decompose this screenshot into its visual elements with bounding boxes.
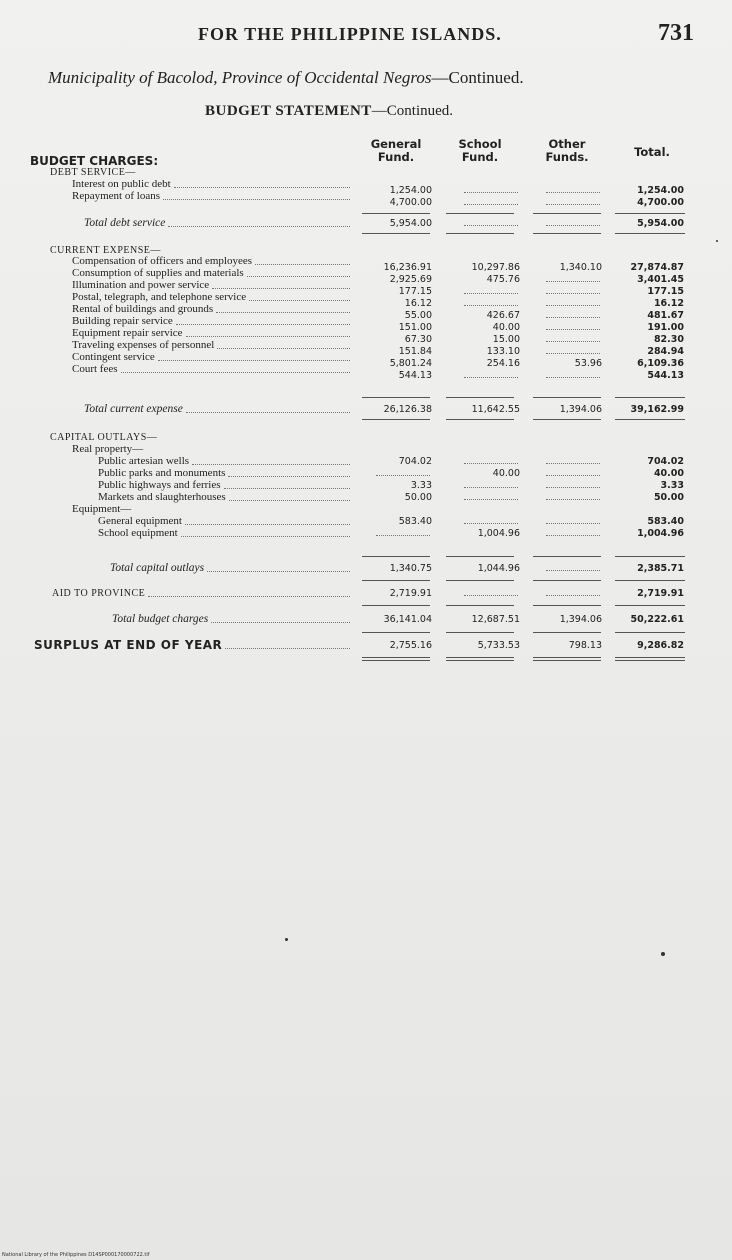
line-item <box>0 516 732 527</box>
empty-cell-leader <box>376 535 430 536</box>
running-head <box>0 22 732 52</box>
general-fund-cell: 2,719.91 <box>389 588 432 599</box>
table-rule <box>615 213 685 214</box>
total-cell: 3,401.45 <box>637 274 684 285</box>
row-label: Equipment repair service <box>72 327 183 339</box>
leader-dots <box>228 476 350 477</box>
empty-cell-leader <box>464 463 518 464</box>
leader-dots <box>249 300 350 301</box>
general-fund-cell: 177.15 <box>398 286 432 297</box>
empty-cell-leader <box>546 204 600 205</box>
column-header-line: General <box>370 137 422 151</box>
table-rule <box>362 580 430 581</box>
leader-dots <box>211 622 350 623</box>
line-item <box>0 528 732 539</box>
scan-footer: National Library of the Philippines D14SP000170000722.tif <box>2 1252 150 1258</box>
leader-dots <box>148 596 350 597</box>
column-header-line: Other <box>548 137 586 151</box>
leader-dots <box>207 571 350 572</box>
row-label: Traveling expenses of personnel <box>72 339 215 351</box>
total-cell: 583.40 <box>647 516 684 527</box>
line-item <box>0 456 732 467</box>
scan-speck <box>716 240 718 242</box>
empty-cell-leader <box>464 377 518 378</box>
row-label: Repayment of loans <box>72 190 160 202</box>
general-fund-cell: 5,801.24 <box>389 358 432 369</box>
leader-dots <box>224 488 350 489</box>
general-fund-cell: 2,755.16 <box>389 640 432 651</box>
row-label: Building repair service <box>72 315 173 327</box>
general-fund-cell: 16,236.91 <box>383 262 432 273</box>
leader-dots <box>255 264 350 265</box>
table-rule <box>446 419 514 420</box>
empty-cell-leader <box>546 570 600 571</box>
subsection-heading <box>0 444 732 455</box>
row-label: Public artesian wells <box>98 455 190 467</box>
table-rule <box>446 397 514 398</box>
row-label: Illumination and power service <box>72 279 210 291</box>
total-cell: 40.00 <box>653 468 684 479</box>
leader-dots <box>229 500 350 501</box>
row-label: Public highways and ferries <box>98 479 221 491</box>
row-label: Contingent service <box>72 351 155 363</box>
total-cell: 177.15 <box>647 286 684 297</box>
table-rule <box>362 397 430 398</box>
row-label: Rental of buildings and grounds <box>72 303 214 315</box>
total-cell: 4,700.00 <box>637 197 684 208</box>
school-fund-cell: 11,642.55 <box>471 404 520 415</box>
table-double-rule <box>615 657 685 661</box>
general-fund-cell: 544.13 <box>398 370 432 381</box>
empty-cell-leader <box>464 204 518 205</box>
column-header-line: Total. <box>634 145 670 159</box>
empty-cell-leader <box>546 595 600 596</box>
table-double-rule <box>362 657 430 661</box>
municipality-continued: —Continued. <box>431 68 524 87</box>
total-cell: 16.12 <box>653 298 684 309</box>
subtotal-row <box>0 218 732 229</box>
row-label: DEBT SERVICE— <box>50 167 136 178</box>
row-label: Postal, telegraph, and telephone service <box>72 291 247 303</box>
table-rule <box>615 632 685 633</box>
line-item <box>0 468 732 479</box>
table-rule <box>533 632 601 633</box>
empty-cell-leader <box>546 487 600 488</box>
other-funds-cell: 798.13 <box>568 640 602 651</box>
row-label: Interest on public debt <box>72 178 171 190</box>
general-fund-cell: 704.02 <box>398 456 432 467</box>
empty-cell-leader <box>376 475 430 476</box>
total-cell: 191.00 <box>647 322 684 333</box>
empty-cell-leader <box>546 225 600 226</box>
table-rule <box>615 556 685 557</box>
row-label: Public parks and monuments <box>98 467 226 479</box>
empty-cell-leader <box>546 523 600 524</box>
general-fund-cell: 55.00 <box>404 310 432 321</box>
school-fund-cell: 1,044.96 <box>477 563 520 574</box>
table-rule <box>533 605 601 606</box>
leader-dots <box>212 288 350 289</box>
table-rule <box>446 556 514 557</box>
school-fund-cell: 254.16 <box>486 358 520 369</box>
budget-charges-heading <box>0 156 732 167</box>
leader-dots <box>176 324 350 325</box>
total-cell: 39,162.99 <box>630 404 684 415</box>
school-fund-cell: 40.00 <box>492 322 520 333</box>
table-rule <box>362 632 430 633</box>
table-rule <box>533 419 601 420</box>
table-rule <box>533 556 601 557</box>
subtotal-row <box>0 404 732 415</box>
row-label: Compensation of officers and employees <box>72 255 253 267</box>
school-fund-cell: 475.76 <box>486 274 520 285</box>
subtotal-row <box>0 563 732 574</box>
row-label: School equipment <box>98 527 178 539</box>
row-label: General equipment <box>98 515 182 527</box>
general-fund-cell: 1,254.00 <box>389 185 432 196</box>
table-rule <box>615 233 685 234</box>
line-item <box>0 480 732 491</box>
total-cell: 82.30 <box>653 334 684 345</box>
table-rule <box>615 397 685 398</box>
leader-dots <box>163 199 350 200</box>
row-label: Total debt service <box>84 217 166 229</box>
leader-dots <box>216 312 350 313</box>
table-rule <box>446 580 514 581</box>
table-rule <box>615 580 685 581</box>
empty-cell-leader <box>546 499 600 500</box>
column-header-line: Fund. <box>461 150 499 164</box>
total-cell: 50.00 <box>653 492 684 503</box>
leader-dots <box>186 412 350 413</box>
table-rule <box>362 556 430 557</box>
other-funds-cell: 53.96 <box>574 358 602 369</box>
row-label: Equipment— <box>72 503 132 515</box>
row-label: CAPITAL OUTLAYS— <box>50 432 158 443</box>
statement-title <box>205 103 453 120</box>
empty-cell-leader <box>464 499 518 500</box>
page-number: 731 <box>658 20 694 46</box>
empty-cell-leader <box>464 595 518 596</box>
table-rule <box>446 233 514 234</box>
column-header-line: School <box>458 137 502 151</box>
general-fund-cell: 16.12 <box>404 298 432 309</box>
scan-speck <box>285 938 288 941</box>
total-budget-charges-row <box>0 614 732 625</box>
row-label: Markets and slaughterhouses <box>98 491 226 503</box>
school-fund-cell: 40.00 <box>492 468 520 479</box>
total-cell: 1,004.96 <box>637 528 684 539</box>
row-label: Total current expense <box>84 403 183 415</box>
section-heading <box>0 167 732 178</box>
leader-dots <box>225 648 350 649</box>
school-fund-cell: 5,733.53 <box>477 640 520 651</box>
leader-dots <box>186 336 350 337</box>
school-fund-cell: 12,687.51 <box>471 614 520 625</box>
general-fund-cell: 26,126.38 <box>383 404 432 415</box>
empty-cell-leader <box>464 487 518 488</box>
municipality-name: Municipality of Bacolod, Province of Occidental Negros <box>48 68 432 87</box>
total-cell: 9,286.82 <box>637 640 684 651</box>
table-rule <box>362 233 430 234</box>
table-double-rule <box>446 657 514 661</box>
table-rule <box>362 605 430 606</box>
total-cell: 284.94 <box>647 346 684 357</box>
general-fund-cell: 151.84 <box>398 346 432 357</box>
empty-cell-leader <box>464 225 518 226</box>
surplus-row <box>0 640 732 651</box>
statement-continued: —Continued. <box>371 103 454 119</box>
empty-cell-leader <box>546 475 600 476</box>
general-fund-cell: 2,925.69 <box>389 274 432 285</box>
school-fund-cell: 1,004.96 <box>477 528 520 539</box>
leader-dots <box>121 372 350 373</box>
general-fund-cell: 50.00 <box>404 492 432 503</box>
municipality-subtitle <box>48 68 524 88</box>
total-cell: 27,874.87 <box>630 262 684 273</box>
table-rule <box>533 233 601 234</box>
row-label: Real property— <box>72 443 144 455</box>
line-item <box>0 492 732 503</box>
empty-cell-leader <box>546 535 600 536</box>
total-cell: 2,719.91 <box>637 588 684 599</box>
empty-cell-leader <box>546 463 600 464</box>
other-funds-cell: 1,394.06 <box>559 614 602 625</box>
leader-dots <box>158 360 350 361</box>
running-title: FOR THE PHILIPPINE ISLANDS. <box>198 24 502 44</box>
row-label: Total budget charges <box>112 613 209 625</box>
general-fund-cell: 583.40 <box>398 516 432 527</box>
table-rule <box>533 397 601 398</box>
general-fund-cell: 4,700.00 <box>389 197 432 208</box>
total-cell: 2,385.71 <box>637 563 684 574</box>
school-fund-cell: 15.00 <box>492 334 520 345</box>
total-cell: 481.67 <box>647 310 684 321</box>
row-label: CURRENT EXPENSE— <box>50 245 161 256</box>
leader-dots <box>192 464 350 465</box>
scan-speck <box>661 952 665 956</box>
total-cell: 544.13 <box>647 370 684 381</box>
total-cell: 50,222.61 <box>630 614 684 625</box>
statement-title-text: BUDGET STATEMENT <box>205 103 372 119</box>
table-rule <box>533 580 601 581</box>
row-label: Total capital outlays <box>110 562 205 574</box>
total-cell: 3.33 <box>660 480 684 491</box>
total-cell: 704.02 <box>647 456 684 467</box>
empty-cell-leader <box>464 523 518 524</box>
subsection-heading <box>0 504 732 515</box>
row-label: BUDGET CHARGES: <box>30 154 159 168</box>
other-funds-cell: 1,340.10 <box>559 262 602 273</box>
general-fund-cell: 5,954.00 <box>389 218 432 229</box>
leader-dots <box>217 348 350 349</box>
general-fund-cell: 1,340.75 <box>389 563 432 574</box>
other-funds-cell: 1,394.06 <box>559 404 602 415</box>
table-double-rule <box>533 657 601 661</box>
column-header-line: Funds. <box>545 150 589 164</box>
table-rule <box>533 213 601 214</box>
general-fund-cell: 67.30 <box>404 334 432 345</box>
section-heading <box>0 432 732 443</box>
total-cell: 6,109.36 <box>637 358 684 369</box>
leader-dots <box>174 187 350 188</box>
school-fund-cell: 133.10 <box>486 346 520 357</box>
row-label: Court fees <box>72 363 118 375</box>
leader-dots <box>181 536 350 537</box>
table-rule <box>446 213 514 214</box>
table-rule <box>362 213 430 214</box>
total-cell: 1,254.00 <box>637 185 684 196</box>
leader-dots <box>185 524 350 525</box>
general-fund-cell: 151.00 <box>398 322 432 333</box>
table-rule <box>362 419 430 420</box>
general-fund-cell: 3.33 <box>410 480 432 491</box>
row-label: AID TO PROVINCE <box>52 588 146 599</box>
row-label: Consumption of supplies and materials <box>72 267 244 279</box>
table-rule <box>615 605 685 606</box>
general-fund-cell: 36,141.04 <box>383 614 432 625</box>
table-rule <box>446 632 514 633</box>
leader-dots <box>168 226 350 227</box>
leader-dots <box>247 276 350 277</box>
table-rule <box>446 605 514 606</box>
row-label: SURPLUS AT END OF YEAR <box>34 638 223 652</box>
column-header-line: Fund. <box>377 150 415 164</box>
total-cell: 5,954.00 <box>637 218 684 229</box>
school-fund-cell: 426.67 <box>486 310 520 321</box>
empty-cell-leader <box>546 377 600 378</box>
table-rule <box>615 419 685 420</box>
school-fund-cell: 10,297.86 <box>471 262 520 273</box>
aid-to-province-row <box>0 588 732 599</box>
